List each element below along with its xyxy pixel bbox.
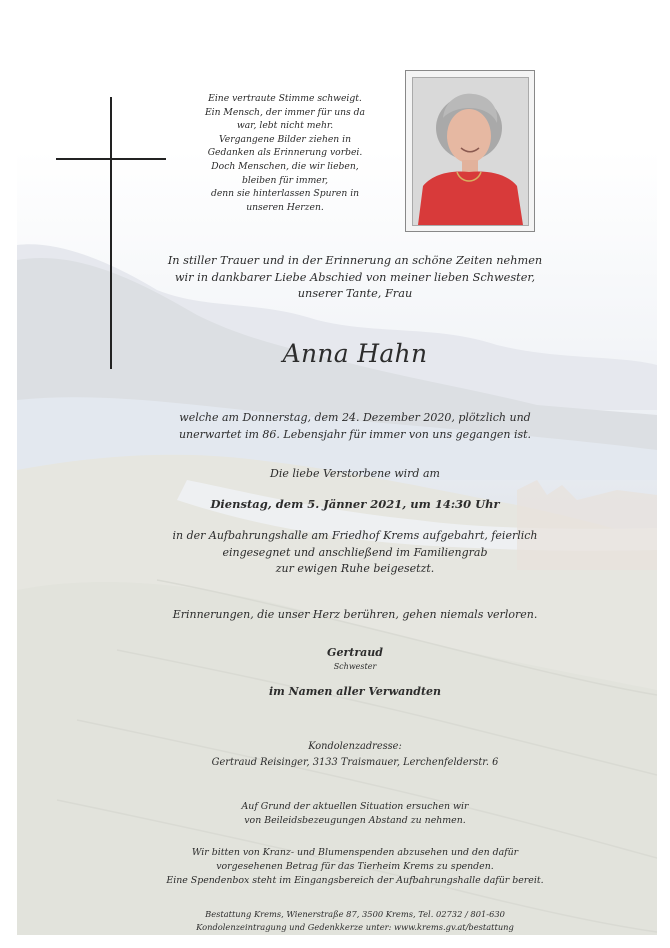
deceased-name: Anna Hahn (282, 339, 428, 368)
portrait-photo (412, 77, 529, 226)
intro-line: wir in dankbarer Liebe Abschied von meiner lieben Schwester, (174, 270, 536, 284)
portrait-illustration (413, 78, 528, 225)
cross-horizontal-bar (56, 158, 166, 160)
intro-text (120, 253, 590, 303)
funeral-date: Dienstag, dem 5. Jänner 2021, um 14:30 Uhr (210, 497, 500, 511)
death-notice-line: unerwartet im 86. Lebensjahr für immer von uns gegangen ist. (178, 427, 532, 441)
cross-vertical-bar (110, 97, 112, 369)
condolence-label: Kondolenzadresse: (308, 741, 402, 752)
poem-line: Ein Mensch, der immer für uns da (204, 106, 366, 118)
situation-line: von Beileidsbezeugungen Abstand zu nehmen. (244, 815, 466, 826)
mourner-relation: Schwester (333, 662, 377, 671)
ceremony-line: zur ewigen Ruhe beigesetzt. (275, 562, 435, 575)
death-notice (120, 410, 590, 443)
poem-line: unseren Herzen. (246, 201, 324, 213)
poem-line: Doch Menschen, die wir lieben, (211, 160, 359, 172)
situation-note (120, 800, 590, 828)
funeral-home-footer (120, 908, 590, 933)
situation-line: Auf Grund der aktuellen Situation ersuchen wir (241, 801, 469, 812)
ceremony-details (120, 528, 590, 578)
poem-line: Gedanken als Erinnerung vorbei. (207, 147, 363, 159)
death-notice-line: welche am Donnerstag, dem 24. Dezember 2020, plötzlich und (179, 411, 531, 424)
poem-line: bleiben für immer, (241, 174, 329, 186)
ceremony-line: eingesegnet und anschließend im Familiengrab (222, 545, 488, 559)
intro-line: unserer Tante, Frau (297, 287, 413, 300)
donation-line: Eine Spendenbox steht im Eingangsbereich der Aufbahrungshalle dafür bereit. (166, 875, 544, 886)
poem-line: denn sie hinterlassen Spuren in (210, 188, 360, 200)
memorial-poem (195, 92, 375, 214)
donation-note (120, 846, 590, 888)
portrait-frame (405, 70, 535, 232)
intro-line: In stiller Trauer und in der Erinnerung an schöne Zeiten nehmen (167, 254, 543, 267)
memorial-quote: Erinnerungen, die unser Herz berühren, gehen niemals verloren. (172, 608, 538, 621)
poem-line: Eine vertraute Stimme schweigt. (208, 93, 362, 104)
ceremony-line: in der Aufbahrungshalle am Friedhof Krems aufgebahrt, feierlich (172, 529, 538, 542)
mourner-name: Gertraud (327, 646, 383, 659)
poem-line: Vergangene Bilder ziehen in (218, 133, 351, 145)
footer-line: Bestattung Krems, Wienerstraße 87, 3500 Krems, Tel. 02732 / 801-630 (205, 909, 505, 919)
poem-line: war, lebt nicht mehr. (236, 120, 334, 132)
donation-line: Wir bitten von Kranz- und Blumenspenden abzusehen und den dafür (191, 847, 519, 858)
donation-line: vorgesehenen Betrag für das Tierheim Krems zu spenden. (216, 861, 494, 872)
relatives-line: im Namen aller Verwandten (268, 685, 442, 698)
condolence-address: Gertraud Reisinger, 3133 Traismauer, Lerchenfelderstr. 6 (211, 757, 499, 768)
announcement-line: Die liebe Verstorbene wird am (270, 467, 440, 480)
footer-line: Kondolenzeintragung und Gedenkkerze unter: www.krems.gv.at/bestattung (196, 921, 514, 932)
